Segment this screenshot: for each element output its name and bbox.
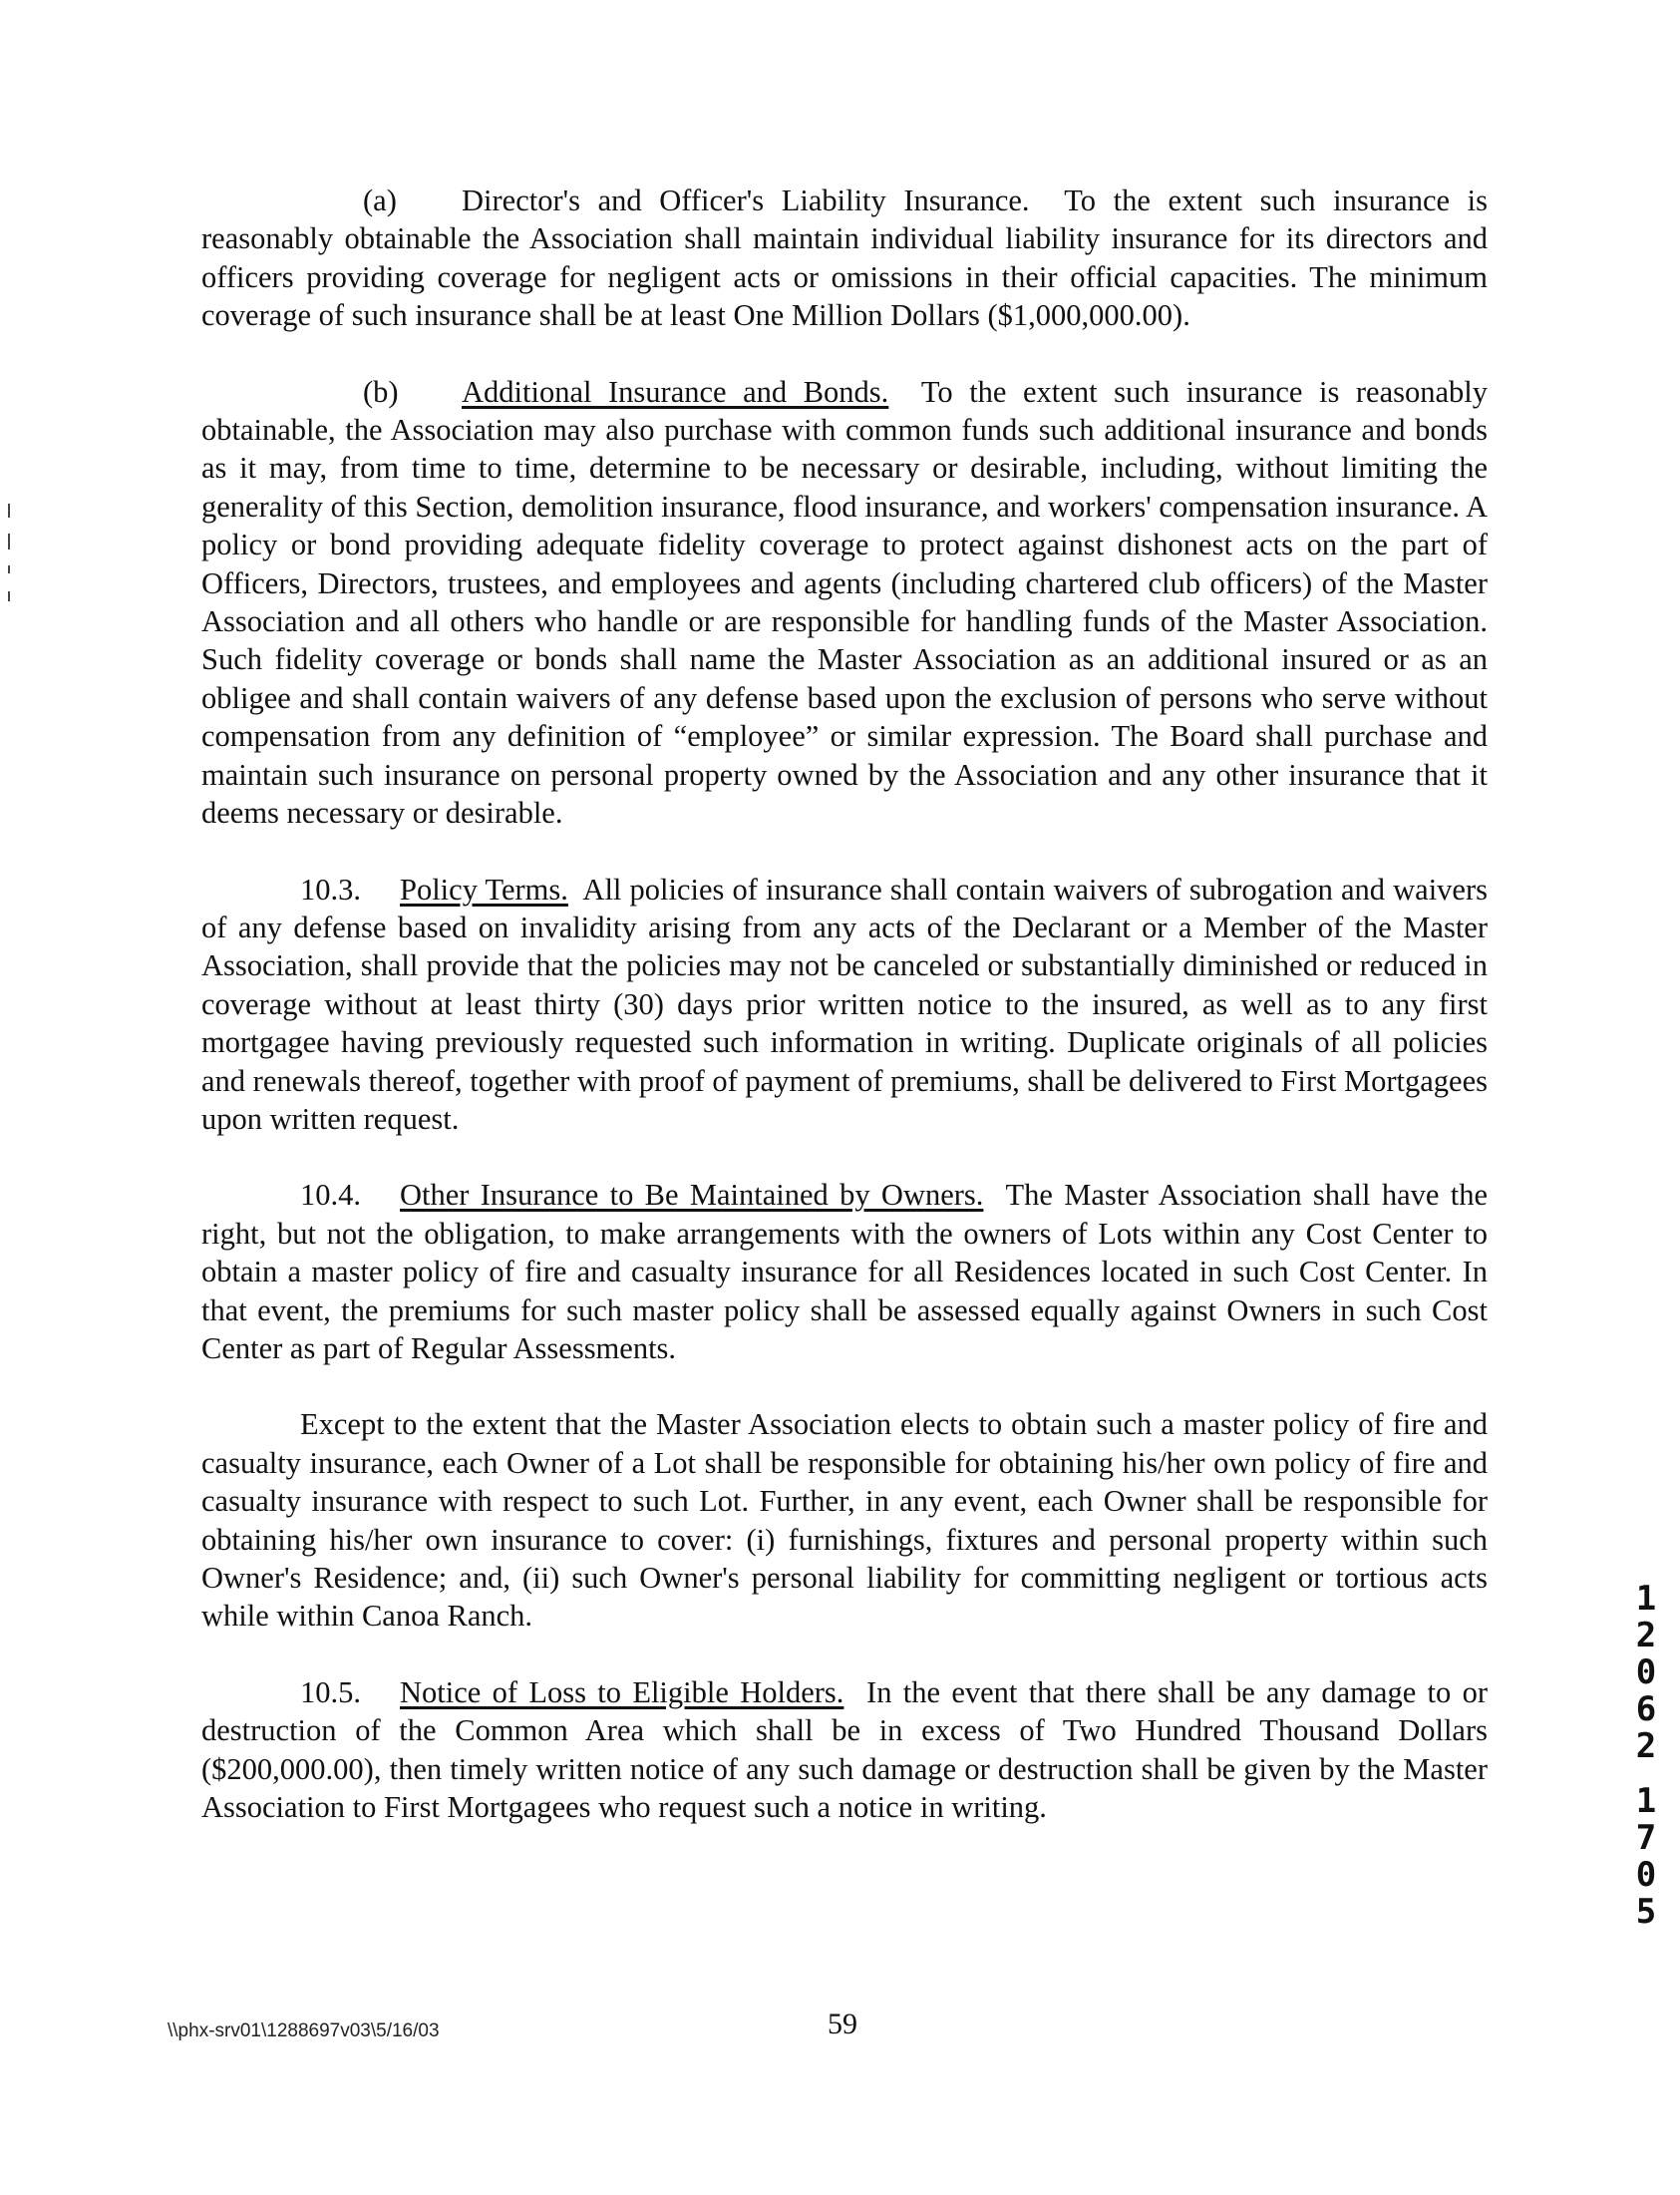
- paragraph-heading: Director's and Officer's Liability Insurance.: [462, 183, 1030, 217]
- section-10-5: [201, 1673, 1488, 1827]
- section-number: 10.4.: [300, 1178, 361, 1213]
- section-heading: Other Insurance to Be Maintained by Owners.: [400, 1178, 984, 1213]
- stamp-digit: 1: [1635, 1781, 1657, 1821]
- stamp-digit: 0: [1635, 1855, 1657, 1895]
- stamp-digit: 2: [1635, 1616, 1657, 1655]
- paragraph-number: (b): [363, 374, 399, 409]
- page-number: 59: [828, 2008, 857, 2040]
- recording-stamp-number: [1631, 1581, 1661, 1931]
- paragraph-b: [201, 373, 1488, 833]
- section-heading: Policy Terms.: [400, 872, 568, 907]
- paragraph-heading: Additional Insurance and Bonds.: [462, 374, 889, 409]
- section-text: All policies of insurance shall contain waivers of subrogation and waivers of any defense based on invalidity arising from any acts of the Declarant or a Member of the Master Association, shall provide that the policies may not be canceled or substantially diminished or reduced in coverage without at least thirty (30) days prior written notice to the insured, as well as to any first mortgagee having previously requested such information in writing. Duplicate originals of all policies and renewals thereof, together with proof of payment of premiums, shall be delivered to First Mortgagees upon written request.: [201, 872, 1488, 1136]
- stamp-digit: 1: [1635, 1579, 1657, 1619]
- stamp-digit: 7: [1635, 1818, 1657, 1858]
- paragraph-text: To the extent such insurance is reasonably obtainable, the Association may also purchase with common funds such additional insurance and bonds as it may, from time to time, determine to be necessary or desirable, including, without limiting the generality of this Section, demolition insurance, flood insurance, and workers' compensation insurance. A policy or bond providing adequate fidelity coverage to protect against dishonest acts on the part of Officers, Directors, trustees, and employees and agents (including chartered club officers) of the Master Association and all others who handle or are responsible for handling funds of the Master Association. Such fidelity coverage or bonds shall name the Master Association as an additional insured or as an obligee and shall contain waivers of any defense based upon the exclusion of persons who serve without compensation from any definition of “employee” or similar expression. The Board shall purchase and maintain such insurance on personal property owned by the Association and any other insurance that it deems necessary or desirable.: [201, 374, 1488, 831]
- section-number: 10.5.: [300, 1674, 361, 1709]
- section-heading: Notice of Loss to Eligible Holders.: [400, 1674, 844, 1709]
- stamp-digit: 2: [1635, 1726, 1657, 1766]
- section-text: In the event that there shall be any damage to or destruction of the Common Area which shall be in excess of Two Hundred Thousand Dollars ($200,000.00), then timely written notice of any such damage or destruction shall be given by the Master Association to First Mortgagees who request such a notice in writing.: [201, 1674, 1488, 1825]
- section-number: 10.3.: [300, 872, 361, 907]
- section-10-3: [201, 871, 1488, 1139]
- stamp-digit: 6: [1635, 1689, 1657, 1729]
- section-text: The Master Association shall have the right, but not the obligation, to make arrangements with the owners of Lots within any Cost Center to obtain a master policy of fire and casualty insurance for all Residences located in such Cost Center. In that event, the premiums for such master policy shall be assessed equally against Owners in such Cost Center as part of Regular Assessments.: [201, 1178, 1488, 1365]
- paragraph-a: [201, 182, 1488, 335]
- section-10-4-continuation: [201, 1405, 1488, 1635]
- section-text: Except to the extent that the Master Association elects to obtain such a master policy of fire and casualty insurance, each Owner of a Lot shall be responsible for obtaining his/her own policy of fire and casualty insurance with respect to such Lot. Further, in any event, each Owner shall be responsible for obtaining his/her own insurance to cover: (i) furnishings, fixtures and personal property within such Owner's Residence; and, (ii) such Owner's personal liability for committing negligent or tortious acts while within Canoa Ranch.: [201, 1407, 1488, 1634]
- document-body: [201, 182, 1488, 1864]
- stamp-digit: 5: [1635, 1892, 1657, 1932]
- section-10-4: [201, 1176, 1488, 1367]
- footer-file-path: \\phx-srv01\1288697v03\5/16/03: [168, 2020, 440, 2041]
- paragraph-text: To the extent such insurance is reasonably obtainable the Association shall maintain individual liability insurance for its directors and officers providing coverage for negligent acts or omissions in their official capacities. The minimum coverage of such insurance shall be at least One Million Dollars ($1,000,000.00).: [201, 183, 1488, 333]
- margin-scan-marks: [8, 504, 12, 603]
- paragraph-number: (a): [363, 183, 397, 217]
- stamp-digit: 0: [1635, 1652, 1657, 1692]
